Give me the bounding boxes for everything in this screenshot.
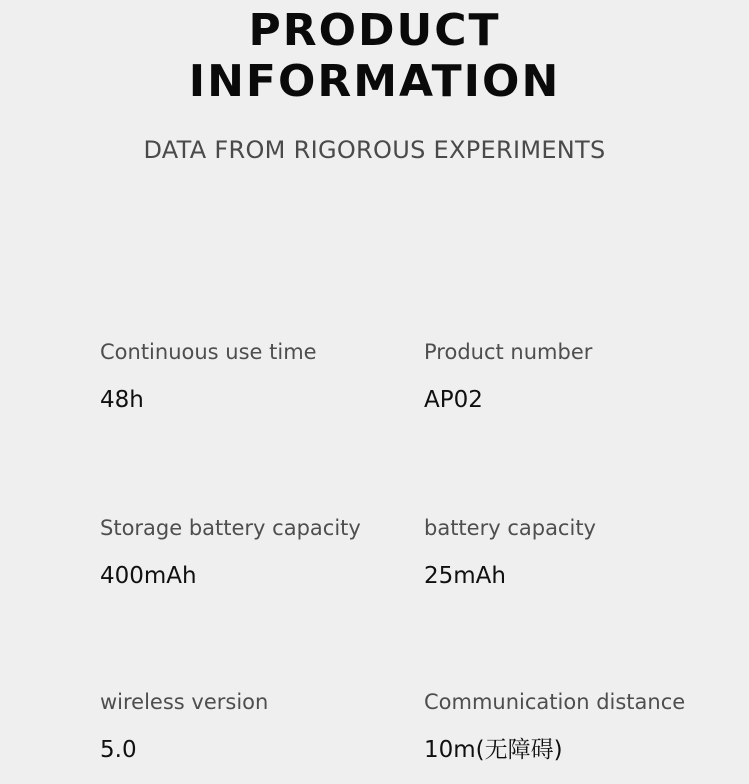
spec-label: battery capacity xyxy=(424,516,596,540)
spec-value: 25mAh xyxy=(424,563,506,589)
page-title-line-2: INFORMATION xyxy=(188,56,561,107)
spec-value: 10m(无障碍) xyxy=(424,737,563,763)
spec-value: 48h xyxy=(100,387,144,413)
spec-label: Product number xyxy=(424,340,593,364)
spec-label: Communication distance xyxy=(424,690,686,714)
page-title-line-1: PRODUCT xyxy=(248,5,501,56)
spec-label: wireless version xyxy=(100,690,269,714)
spec-value: AP02 xyxy=(424,387,483,413)
spec-label: Storage battery capacity xyxy=(100,516,361,540)
page-subtitle: DATA FROM RIGOROUS EXPERIMENTS xyxy=(143,136,606,164)
spec-value: 400mAh xyxy=(100,563,197,589)
spec-value: 5.0 xyxy=(100,737,137,763)
spec-label: Continuous use time xyxy=(100,340,317,364)
